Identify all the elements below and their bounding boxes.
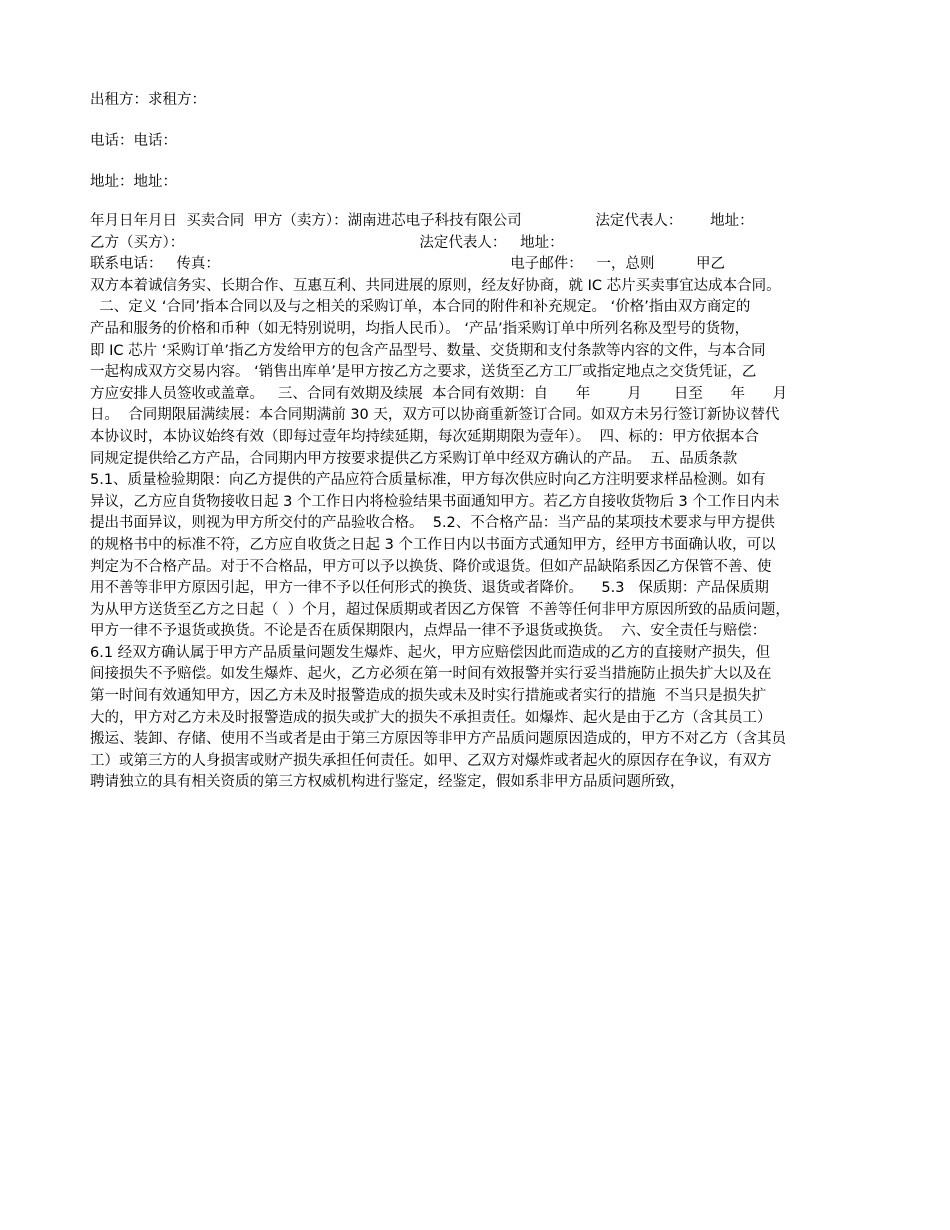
body-line: 本协议时，本协议始终有效（即每过壹年均持续延期，每次延期期限为壹年）。 四、标的：甲方依据本合	[90, 428, 759, 445]
body-line: 年月日年月日 买卖合同 甲方（卖方）：湖南进芯电子科技有限公司 法定代表人： 地址：	[90, 213, 754, 229]
body-line: 日。 合同期限届满续展：本合同期满前 30 天，双方可以协商重新签订合同。如双方未另行签订新协议替代	[90, 407, 780, 424]
body-line: 5.1、质量检验期限：向乙方提供的产品应符合质量标准，甲方每次供应时向乙方注明要求样品检测。如有	[90, 472, 766, 489]
body-line: 产品和服务的价格和币种（如无特别说明，均指人民币）。 ‘产品’指采购订单中所列名称及型号的货物，	[90, 320, 750, 337]
body-line: 工）或第三方的人身损害或财产损失承担任何责任。如甲、乙双方对爆炸或者起火的原因存在争议，有双方	[90, 752, 772, 769]
body-line: 判定为不合格产品。对于不合格品，甲方可以予以换货、降价或退货。但如产品缺陷系因乙方保管不善、使	[90, 558, 772, 575]
body-line: 二、定义 ‘合同’指本合同以及与之相关的采购订单，本合同的附件和补充规定。 ‘价格’指由双方商定的	[90, 299, 751, 316]
body-line: 第一时间有效通知甲方，因乙方未及时报警造成的损失或未及时实行措施或者实行的措施 不当只是损失扩	[90, 688, 767, 705]
address-line: 地址：地址：	[90, 174, 177, 190]
body-line: 6.1 经双方确认属于甲方产品质量问题发生爆炸、起火，甲方应赔偿因此而造成的乙方的直接财产损失，但	[90, 644, 771, 661]
body-line: 一起构成双方交易内容。 ‘销售出库单’是甲方按乙方之要求，送货至乙方工厂或指定地点之交货凭证，乙	[90, 364, 757, 381]
body-line: 甲方一律不予退货或换货。不论是否在质保期限内，点焊品一律不予退货或换货。 六、安全责任与赔偿：	[90, 623, 767, 640]
body-line: 异议，乙方应自货物接收日起 3 个工作日内将检验结果书面通知甲方。若乙方自接收货物后 3 个工作日内未	[90, 493, 780, 510]
phone-line: 电话：电话：	[90, 133, 177, 149]
contract-body	[90, 211, 870, 794]
body-line: 的规格书中的标准不符，乙方应自收货之日起 3 个工作日内以书面方式通知甲方，经甲方书面确认收，可以	[90, 536, 776, 553]
body-line: 同规定提供给乙方产品，合同期内甲方按要求提供乙方采购订单中经双方确认的产品。 五、品质条款	[90, 450, 738, 467]
body-line: 为从甲方送货至乙方之日起（ ）个月，超过保质期或者因乙方保管 不善等任何非甲方原因所致的品质问题，	[90, 601, 790, 618]
body-line: 间接损失不予赔偿。如发生爆炸、起火，乙方必须在第一时间有效报警并实行妥当措施防止损失扩大以及在	[90, 666, 772, 683]
body-line: 乙方（买方）： 法定代表人： 地址：	[90, 234, 564, 251]
body-line: 即 IC 芯片 ‘采购订单’指乙方发给甲方的包含产品型号、数量、交货期和支付条款等内容的文件，与本合同	[90, 342, 766, 359]
body-line: 联系电话： 传真： 电子邮件： 一，总则 甲乙	[90, 256, 726, 273]
body-line: 大的，甲方对乙方未及时报警造成的损失或扩大的损失不承担责任。如爆炸、起火是由于乙方（含其员工）	[90, 709, 772, 726]
body-line: 搬运、装卸、存储、使用不当或者是由于第三方原因等非甲方产品质问题原因造成的，甲方不对乙方（含其员	[90, 731, 786, 748]
body-line: 方应安排人员签收或盖章。 三、合同有效期及续展 本合同有效期：自 年 月 日至 年 月	[90, 385, 788, 402]
body-line: 用不善等非甲方原因引起，甲方一律不予以任何形式的换货、退货或者降价。 5.3 保质期：产品保质期	[90, 580, 769, 597]
body-line: 双方本着诚信务实、长期合作、互惠互利、共同进展的原则，经友好协商，就 IC 芯片买卖事宜达成本合同。	[90, 277, 781, 294]
body-line: 提出书面异议，则视为甲方所交付的产品验收合格。 5.2、不合格产品：当产品的某项技术要求与甲方提供	[90, 515, 775, 532]
lessor-lessee-line: 出租方：求租方：	[90, 92, 206, 108]
body-line: 聘请独立的具有相关资质的第三方权威机构进行鉴定，经鉴定，假如系非甲方品质问题所致，	[90, 774, 685, 791]
